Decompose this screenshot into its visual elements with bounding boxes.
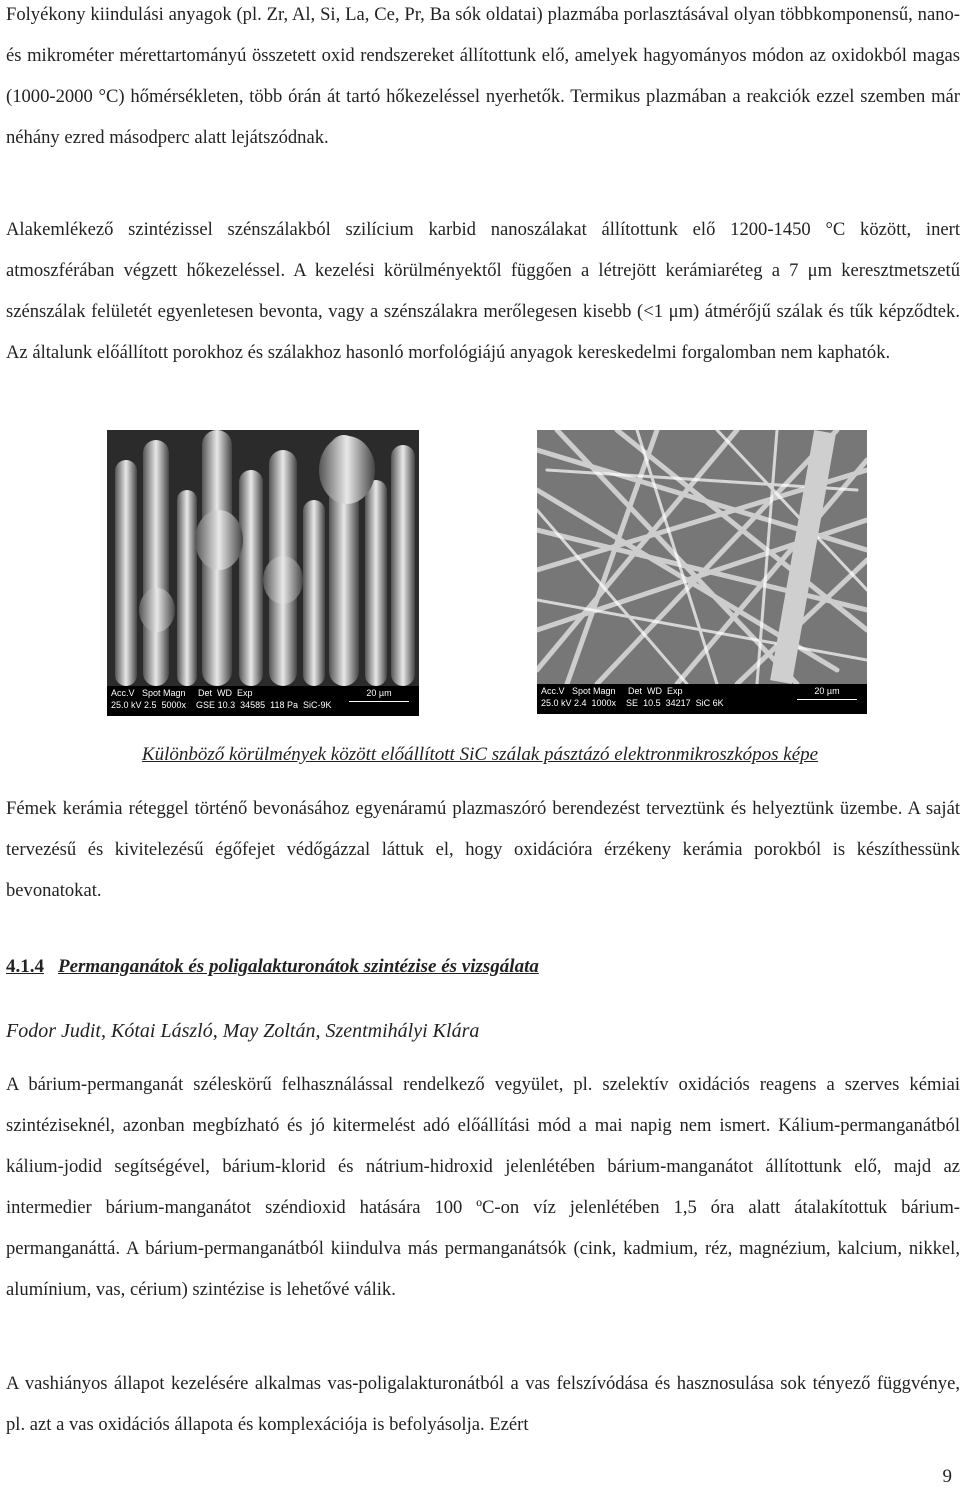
section-title: Permanganátok és poligalakturonátok szintézise és vizsgálata — [58, 956, 539, 977]
legend-header: Acc.V Spot Magn Det WD Exp — [111, 688, 253, 698]
scale-bar — [349, 688, 409, 702]
sem-image-right — [537, 430, 867, 714]
scale-label: 20 µm — [814, 686, 840, 696]
section-authors: Fodor Judit, Kótai László, May Zoltán, Szentmihályi Klára — [6, 1020, 480, 1042]
section-heading — [6, 956, 539, 978]
sem-legend-right — [537, 684, 867, 714]
sem-image-left — [107, 430, 419, 716]
legend-values: 25.0 kV 2.4 1000x SE 10.5 34217 SiC 6K — [541, 698, 724, 708]
legend-values: 25.0 kV 2.5 5000x GSE 10.3 34585 118 Pa SiC-9K — [111, 700, 332, 710]
paragraph-sic-fibers: Alakemlékező szintézissel szénszálakból szilícium karbid nanoszálakat állítottunk elő 1200-1450 °C között, inert atmoszférában végzett hőkezeléssel. A kezelési körülményektől függően a létrejött kerámiaréteg a 7 μm keresztmetszetű szénszálak felületét egyenletesen bevonta, vagy a szénszálakra merőlegesen kisebb (<1 μm) átmérőjű szálak és tűk képződtek. Az általunk előállított porokhoz és szálakhoz hasonló morfológiájú anyagok kereskedelmi forgalomban nem kaphatók. — [6, 219, 960, 363]
figure-caption: Különböző körülmények között előállított SiC szálak pásztázó elektronmikroszkópos képe — [141, 744, 819, 765]
paragraph-plasma-oxides: Folyékony kiindulási anyagok (pl. Zr, Al, Si, La, Ce, Pr, Ba sók oldatai) plazmába porlasztásával olyan többkomponensű, nano- és mikrométer mérettartományú összetett oxid rendszereket állítottunk elő, amelyek hagyományos módon az oxidokból magas (1000-2000 °C) hőmérsékleten, több órán át tartó hőkezeléssel nyerhetők. Termikus plazmában a reakciók ezzel szemben már néhány ezred másodperc alatt lejátszódnak. — [6, 4, 960, 148]
paragraph-iron-polygalacturonate: A vashiányos állapot kezelésére alkalmas vas-poligalakturonátból a vas felszívódása és hasznosulása sok tényező függvénye, pl. azt a vas oxidációs állapota és komplexációja is befolyásolja. Ezért — [6, 1373, 960, 1435]
sem-legend-left — [107, 686, 419, 716]
sem-texture-right — [537, 430, 867, 684]
scale-label: 20 µm — [366, 688, 392, 698]
section-number: 4.1.4 — [6, 956, 44, 977]
paragraph-plasma-spraying: Fémek kerámia réteggel történő bevonásához egyenáramú plazmaszóró berendezést terveztünk és helyeztünk üzembe. A saját tervezésű és kivitelezésű égőfejet védőgázzal láttuk el, hogy oxidációra érzékeny kerámia porokból is készíthessünk bevonatokat. — [6, 798, 960, 901]
scale-bar — [797, 686, 857, 700]
sem-texture-left — [107, 430, 419, 686]
page-number: 9 — [942, 1466, 952, 1487]
legend-header: Acc.V Spot Magn Det WD Exp — [541, 686, 683, 696]
paragraph-permanganates: A bárium-permanganát széleskörű felhasználással rendelkező vegyület, pl. szelektív oxidációs reagens a szerves kémiai szintéziseknél, azonban megbízható és jó kitermelést adó előállítási mód a mai napig nem ismert. Kálium-permanganátból kálium-jodid segítségével, bárium-klorid és nátrium-hidroxid jelenlétében bárium-manganátot állítottunk elő, majd az intermedier bárium-manganátot széndioxid hatására 100 ºC-on víz jelenlétében 1,5 óra alatt átalakítottuk bárium-permanganáttá. A bárium-permanganátból kiindulva más permanganátsók (cink, kadmium, réz, magnézium, kalcium, nikkel, alumínium, vas, cérium) szintézise is lehetővé válik. — [6, 1074, 960, 1300]
